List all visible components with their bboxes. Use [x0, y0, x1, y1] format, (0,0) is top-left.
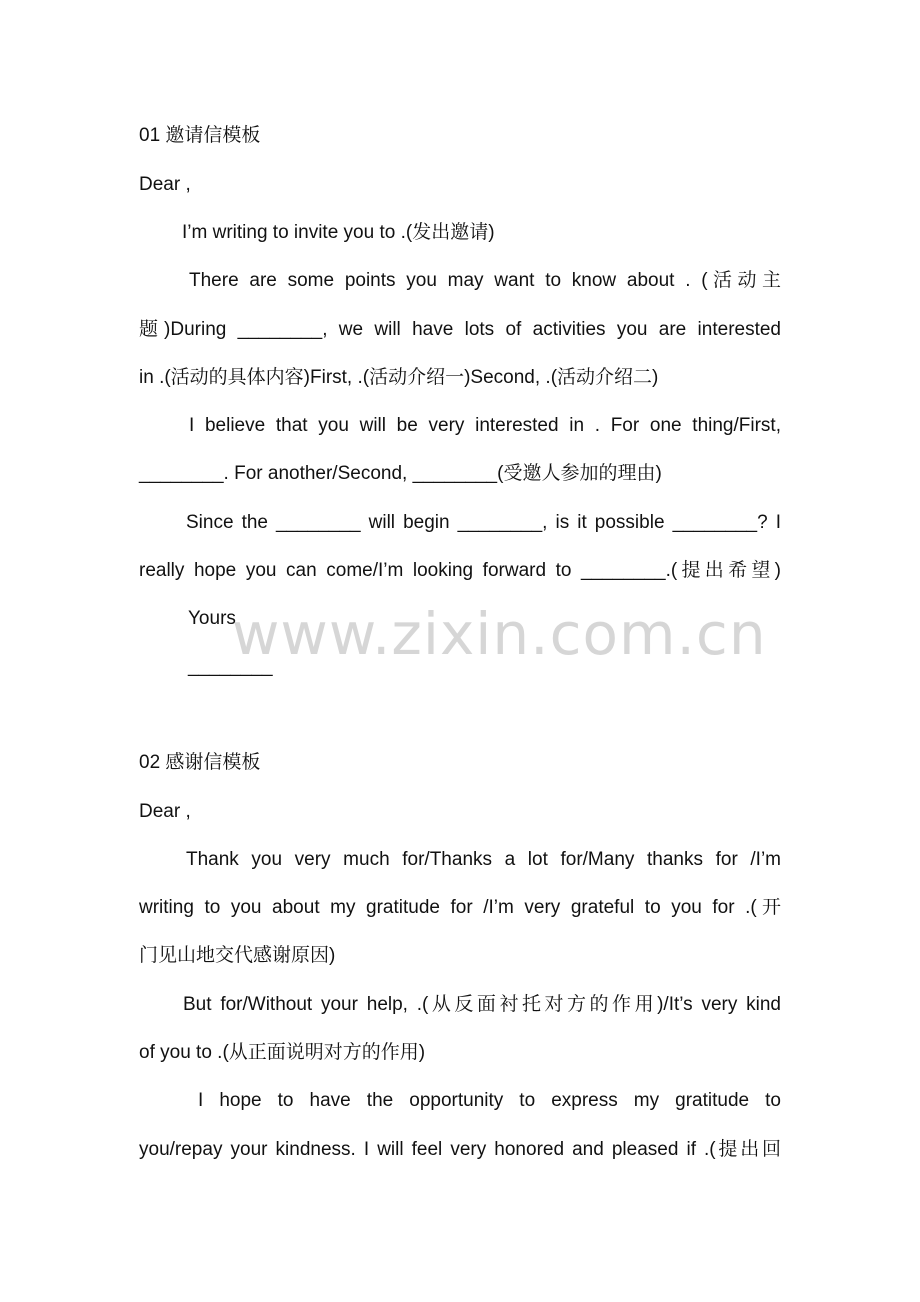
section-heading-thanks: 02 感谢信模板 — [139, 752, 261, 773]
paragraph-line: really hope you can come/I’m looking forward to ________.(提出希望) — [139, 560, 781, 581]
paragraph-line: 题)During ________, we will have lots of activities you are interested — [139, 319, 781, 340]
paragraph-line: I hope to have the opportunity to express my gratitude to — [198, 1090, 781, 1111]
paragraph-line: you/repay your kindness. I will feel very honored and pleased if .(提出回 — [139, 1139, 781, 1160]
section-heading-invitation: 01 邀请信模板 — [139, 125, 261, 146]
paragraph-line: I believe that you will be very interested in . For one thing/First, — [189, 415, 781, 436]
paragraph-line: Since the ________ will begin ________, is it possible ________? I — [186, 512, 781, 533]
salutation: Dear , — [139, 174, 191, 195]
salutation: Dear , — [139, 801, 191, 822]
paragraph-line: 门见山地交代感谢原因) — [139, 945, 336, 966]
paragraph-line: writing to you about my gratitude for /I’m very grateful to you for .(开 — [139, 897, 781, 918]
watermark: www.zixin.com.cn — [232, 600, 767, 668]
signature-blank: ________ — [188, 656, 273, 677]
closing: Yours — [188, 608, 236, 629]
paragraph-line: Thank you very much for/Thanks a lot for/Many thanks for /I’m — [186, 849, 781, 870]
paragraph-line: of you to .(从正面说明对方的作用) — [139, 1042, 426, 1063]
paragraph-line: There are some points you may want to know about . (活动主 — [189, 270, 781, 291]
paragraph-line: I’m writing to invite you to .(发出邀请) — [182, 222, 495, 243]
paragraph-line: in .(活动的具体内容)First, .(活动介绍一)Second, .(活动介绍二) — [139, 367, 659, 388]
paragraph-line: But for/Without your help, .(从反面衬托对方的作用)/It’s very kind — [183, 994, 781, 1015]
paragraph-line: ________. For another/Second, ________(受邀人参加的理由) — [139, 463, 662, 484]
